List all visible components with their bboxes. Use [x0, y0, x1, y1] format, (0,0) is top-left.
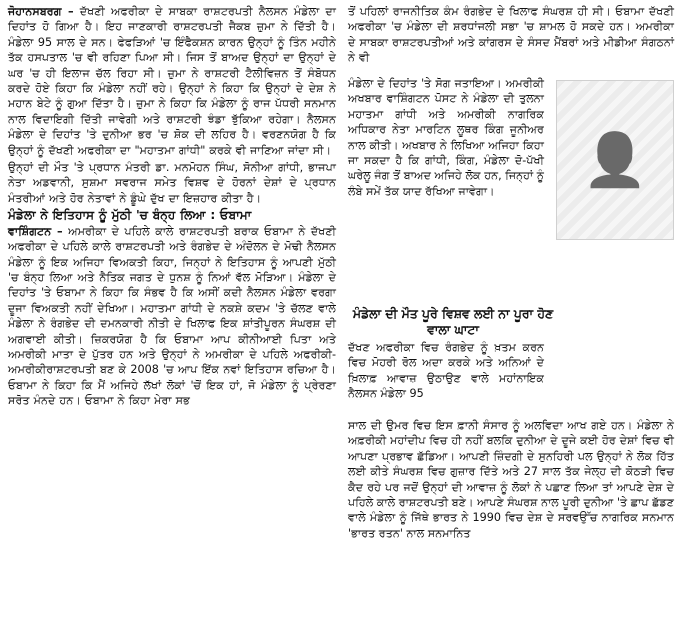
paragraph-washington-post: ਮੰਡੇਲਾ ਦੇ ਦਿਹਾਂਤ 'ਤੇ ਸੋਗ ਜਤਾਇਆ। ਅਮਰੀਕੀ ਅਖਬਾਰ ਵਾਸ਼ਿੰਗਟਨ ਪੋਸਟ ਨੇ ਮੰਡੇਲਾ ਦੀ ਤੁਲਨਾ ਮਹਾਤਮਾ ਗਾਂਧੀ ਅਤੇ ਅਮਰੀਕੀ ਨਾਗਰਿਕ ਅਧਿਕਾਰ ਨੇਤਾ ਮਾਰਟਿਨ ਲੂਥਰ ਕਿੰਗ ਜੂਨੀਅਰ ਨਾਲ ਕੀਤੀ। ਅਖਬਾਰ ਨੇ ਲਿਖਿਆ ਅਜਿਹਾ ਕਿਹਾ ਜਾ ਸਕਦਾ ਹੈ ਕਿ ਗਾਂਧੀ, ਕਿੰਗ, ਮੰਡੇਲਾ ਦੋ-ਪੱਖੀ ਘਰੇਲੂ ਜੰਗ ਤੋਂ ਬਾਅਦ ਅਜਿਹੇ ਲੋਕ ਹਨ, ਜਿਨ੍ਹਾਂ ਨੂੰ ਲੰਬੇ ਸਮੇਂ ਤੱਕ ਯਾਦ ਰੱਖਿਆ ਜਾਵੇਗਾ। — [348, 77, 544, 198]
right-column-bottom — [348, 418, 674, 543]
paragraph-continued: ਤੋਂ ਪਹਿਲਾਂ ਰਾਜਨੀਤਿਕ ਕੰਮ ਰੰਗਭੇਦ ਦੇ ਖਿਲਾਫ ਸੰਘਰਸ਼ ਹੀ ਸੀ। ਓਬਾਮਾ ਦੱਖਣੀ ਅਫਰੀਕਾ 'ਚ ਮੰਡੇਲਾ ਦੀ ਸ਼ਰਧਾਂਜਲੀ ਸਭਾ 'ਚ ਸ਼ਾਮਲ ਹੋ ਸਕਦੇ ਹਨ। ਅਮਰੀਕਾ ਦੇ ਸਾਬਕਾ ਰਾਸ਼ਟਰਪਤੀਆਂ ਅਤੇ ਕਾਂਗਰਸ ਦੇ ਸੰਸਦ ਮੈਂਬਰਾਂ ਅਤੇ ਮੀਡੀਆ ਸੰਗਠਨਾਂ ਨੇ ਵੀ — [348, 5, 674, 65]
paragraph-tribute-start: ਦੱਖਣ ਅਫਰੀਕਾ ਵਿਚ ਰੰਗਭੇਦ ਨੂੰ ਖ਼ਤਮ ਕਰਨ ਵਿਚ ਮੋਹਰੀ ਰੋਲ ਅਦਾ ਕਰਕੇ ਅਤੇ ਅਨਿਆਂ ਦੇ ਖ਼ਿਲਾਫ਼ ਆਵਾਜ਼ ਉਠਾਉਣ ਵਾਲੇ ਮਹਾਂਨਾਇਕ ਨੈਲਸਨ ਮੰਡੇਲਾ 95 — [348, 341, 544, 401]
paragraph-intro — [8, 4, 336, 158]
paragraph-condolences: ਉਨ੍ਹਾਂ ਦੀ ਮੌਤ 'ਤੇ ਪ੍ਰਧਾਨ ਮੰਤਰੀ ਡਾ. ਮਨਮੋਹਨ ਸਿੰਘ, ਸੋਨੀਆ ਗਾਂਧੀ, ਭਾਜਪਾ ਨੇਤਾ ਅਡਵਾਨੀ, ਸੁਸ਼ਮਾ ਸਵਰਾਜ ਸਮੇਤ ਵਿਸ਼ਵ ਦੇ ਹੋਰਨਾਂ ਦੇਸ਼ਾਂ ਦੇ ਪ੍ਰਧਾਨ ਮੰਤਰੀਆਂ ਅਤੇ ਹੋਰ ਨੇਤਾਵਾਂ ਨੇ ਡੂੰਘੇ ਦੁੱਖ ਦਾ ਇਜ਼ਹਾਰ ਕੀਤਾ ਹੈ। — [8, 161, 336, 205]
paragraph-tribute-end: ਸਾਲ ਦੀ ਉਮਰ ਵਿਚ ਇਸ ਫ਼ਾਨੀ ਸੰਸਾਰ ਨੂੰ ਅਲਵਿਦਾ ਆਖ ਗਏ ਹਨ। ਮੰਡੇਲਾ ਨੇ ਅਫ਼ਰੀਕੀ ਮਹਾਂਦੀਪ ਵਿਚ ਹੀ ਨਹੀਂ ਬਲਕਿ ਦੁਨੀਆ ਦੇ ਦੂਜੇ ਕਈ ਹੋਰ ਦੇਸ਼ਾਂ ਵਿਚ ਵੀ ਆਪਣਾ ਪ੍ਰਭਾਵ ਛੱਡਿਆ। ਆਪਣੀ ਜ਼ਿੰਦਗੀ ਦੇ ਸੁਨਹਿਰੀ ਪਲ ਉਨ੍ਹਾਂ ਨੇ ਲੋਕ ਹਿੱਤ ਲਈ ਕੀਤੇ ਸੰਘਰਸ਼ ਵਿਚ ਗੁਜ਼ਾਰ ਦਿੱਤੇ ਅਤੇ 27 ਸਾਲ ਤੱਕ ਜੇਲ੍ਹ ਦੀ ਕੋਠੜੀ ਵਿਚ ਕੈਦ ਰਹੇ ਪਰ ਜਦੋਂ ਉਨ੍ਹਾਂ ਦੀ ਆਵਾਜ਼ ਨੂੰ ਲੋਕਾਂ ਨੇ ਪਛਾਣ ਲਿਆ ਤਾਂ ਆਪਣੇ ਦੇਸ਼ ਦੇ ਪਹਿਲੇ ਕਾਲੇ ਰਾਸ਼ਟਰਪਤੀ ਬਣੇ। ਆਪਣੇ ਸੰਘਰਸ਼ ਨਾਲ ਪੂਰੀ ਦੁਨੀਆ 'ਤੇ ਛਾਪ ਛੱਡਣ ਵਾਲੇ ਮੰਡੇਲਾ ਨੂੰ ਜਿੱਥੇ ਭਾਰਤ ਨੇ 1990 ਵਿਚ ਦੇਸ਼ ਦੇ ਸਰਵਉੱਚ ਨਾਗਰਿਕ ਸਨਮਾਨ 'ਭਾਰਤ ਰਤਨ' ਨਾਲ ਸਨਮਾਨਿਤ — [348, 419, 674, 540]
dateline-washington: ਵਾਸ਼ਿੰਗਟਨ – — [8, 224, 63, 238]
left-column — [8, 4, 336, 411]
mandela-photo — [556, 80, 674, 240]
paragraph-obama — [8, 224, 336, 409]
intro-text: ਦੱਖਣੀ ਅਫਰੀਕਾ ਦੇ ਸਾਬਕਾ ਰਾਸ਼ਟਰਪਤੀ ਨੈਲਸਨ ਮੰਡੇਲਾ ਦਾ ਦਿਹਾਂਤ ਹੋ ਗਿਆ ਹੈ। ਇਹ ਜਾਣਕਾਰੀ ਰਾਸ਼ਟਰਪਤੀ ਜੈਕਬ ਜ਼ੁਮਾ ਨੇ ਦਿੱਤੀ ਹੈ। ਮੰਡੇਲਾ 95 ਸਾਲ ਦੇ ਸਨ। ਫੇਫੜਿਆਂ 'ਚ ਇੰਫੈਕਸ਼ਨ ਕਾਰਨ ਉਨ੍ਹਾਂ ਨੂੰ ਤਿੰਨ ਮਹੀਨੇ ਤੱਕ ਹਸਪਤਾਲ 'ਚ ਵੀ ਰਹਿਣਾ ਪਿਆ ਸੀ। ਜਿਸ ਤੋਂ ਬਾਅਦ ਉਨ੍ਹਾਂ ਦਾ ਉਨ੍ਹਾਂ ਦੇ ਘਰ 'ਚ ਹੀ ਇਲਾਜ ਚੱਲ ਰਿਹਾ ਸੀ। ਜ਼ੁਮਾ ਨੇ ਰਾਸ਼ਟਰੀ ਟੈਲੀਵਿਜ਼ਨ ਤੋਂ ਸੰਬੋਧਨ ਕਰਦੇ ਹੋਏ ਕਿਹਾ ਕਿ ਮੰਡੇਲਾ ਨਹੀਂ ਰਹੇ। ਉਨ੍ਹਾਂ ਨੇ ਕਿਹਾ ਕਿ ਉਨ੍ਹਾਂ ਦੇ ਦੇਸ਼ ਨੇ ਮਹਾਨ ਬੇਟੇ ਨੂੰ ਗੁਆ ਦਿੱਤਾ ਹੈ। ਜ਼ੁਮਾ ਨੇ ਕਿਹਾ ਕਿ ਮੰਡੇਲਾ ਨੂੰ ਰਾਜ ਪੱਧਰੀ ਸਨਮਾਨ ਨਾਲ ਵਿਦਾਇਗੀ ਦਿੱਤੀ ਜਾਵੇਗੀ ਅਤੇ ਰਾਸ਼ਟਰੀ ਝੰਡਾ ਝੁੱਕਿਆ ਰਹੇਗਾ। ਨੈਲਸਨ ਮੰਡੇਲਾ ਦੇ ਦਿਹਾਂਤ 'ਤੇ ਦੁਨੀਆ ਭਰ 'ਚ ਸ਼ੋਕ ਦੀ ਲਹਿਰ ਹੈ। ਵਰਣਨਯੋਗ ਹੈ ਕਿ ਉਨ੍ਹਾਂ ਨੂੰ ਦੱਖਣੀ ਅਫਰੀਕਾ ਦਾ "ਮਹਾਤਮਾ ਗਾਂਧੀ" ਕਰਕੇ ਵੀ ਜਾਣਿਆ ਜਾਂਦਾ ਸੀ। — [8, 5, 336, 157]
right-column-top — [348, 4, 674, 68]
subheadline-obama: ਮੰਡੇਲਾ ਨੇ ਇਤਿਹਾਸ ਨੂੰ ਮੁੱਠੀ 'ਚ ਬੰਨ੍ਹ ਲਿਆ : ਓਬਾਮਾ — [8, 208, 252, 223]
right-column-narrow — [348, 76, 544, 201]
obama-text: ਅਮਰੀਕਾ ਦੇ ਪਹਿਲੇ ਕਾਲੇ ਰਾਸ਼ਟਰਪਤੀ ਬਰਾਕ ਓਬਾਮਾ ਨੇ ਦੱਖਣੀ ਅਫਰੀਕਾ ਦੇ ਪਹਿਲੇ ਕਾਲੇ ਰਾਸ਼ਟਰਪਤੀ ਅਤੇ ਰੰਗਭੇਦ ਦੇ ਅੰਦੋਲਨ ਦੇ ਮੋਢੀ ਨੈਲਸਨ ਮੰਡੇਲਾ ਨੂੰ ਇਕ ਅਜਿਹਾ ਵਿਅਕਤੀ ਕਿਹਾ, ਜਿਨ੍ਹਾਂ ਨੇ ਇਤਿਹਾਸ ਨੂੰ ਆਪਣੀ ਮੁੱਠੀ 'ਚ ਬੰਨ੍ਹ ਲਿਆ ਅਤੇ ਨੈਤਿਕ ਜਗਤ ਦੇ ਧੁਨਸ਼ ਨੂੰ ਨਿਆਂ ਵੱਲ ਮੋੜਿਆ। ਮੰਡੇਲਾ ਦੇ ਦਿਹਾਂਤ 'ਤੇ ਓਬਾਮਾ ਨੇ ਕਿਹਾ ਕਿ ਸੰਭਵ ਹੈ ਕਿ ਅਸੀਂ ਕਦੀ ਨੈਲਸਨ ਮੰਡੇਲਾ ਵਰਗਾ ਦੂਜਾ ਵਿਅਕਤੀ ਨਹੀਂ ਦੇਖਿਆ। ਮਹਾਤਮਾ ਗਾਂਧੀ ਦੇ ਨਕਸ਼ੇ ਕਦਮ 'ਤੇ ਚੱਲਣ ਵਾਲੇ ਮੰਡੇਲਾ ਨੇ ਰੰਗਭੇਦ ਦੀ ਦਮਨਕਾਰੀ ਨੀਤੀ ਦੇ ਖਿਲਾਫ ਇਕ ਸ਼ਾਂਤੀਪੂਰਨ ਸੰਘਰਸ਼ ਦੀ ਅਗਵਾਈ ਕੀਤੀ। ਜ਼ਿਕਰਯੋਗ ਹੈ ਕਿ ਓਬਾਮਾ ਆਪ ਕੀਨੀਆਈ ਪਿਤਾ ਅਤੇ ਅਮਰੀਕੀ ਮਾਤਾ ਦੇ ਪੁੱਤਰ ਹਨ ਅਤੇ ਉਨ੍ਹਾਂ ਨੇ ਅਮਰੀਕਾ ਦੇ ਪਹਿਲੇ ਅਫਰੀਕੀ-ਅਮਰੀਕੀਰਾਸ਼ਟਰਪਤੀ ਬਣ ਕੇ 2008 'ਚ ਆਪ ਇੱਕ ਨਵਾਂ ਇਤਿਹਾਸ ਰਚਿਆ ਹੈ। ਓਬਾਮਾ ਨੇ ਕਿਹਾ ਕਿ ਮੈਂ ਅਜਿਹੇ ਲੱਖਾਂ ਲੋਕਾਂ 'ਚੋਂ ਇਕ ਹਾਂ, ਜੋ ਮੰਡੇਲਾ ਨੂੰ ਪ੍ਰੇਰਣਾ ਸਰੋਤ ਮੰਨਦੇ ਹਨ। ਓਬਾਮਾ ਨੇ ਕਿਹਾ ਮੇਰਾ ਸਭ — [8, 224, 336, 408]
right-column-mid — [348, 340, 544, 404]
headline-world-loss: ਮੰਡੇਲਾ ਦੀ ਮੌਤ ਪੂਰੇ ਵਿਸ਼ਵ ਲਈ ਨਾ ਪੂਰਾ ਹੋਣ ਵਾਲਾ ਘਾਟਾ — [352, 306, 554, 337]
dateline-johannesburg: ਜੋਹਾਨਸਬਰਗ – — [8, 5, 74, 18]
